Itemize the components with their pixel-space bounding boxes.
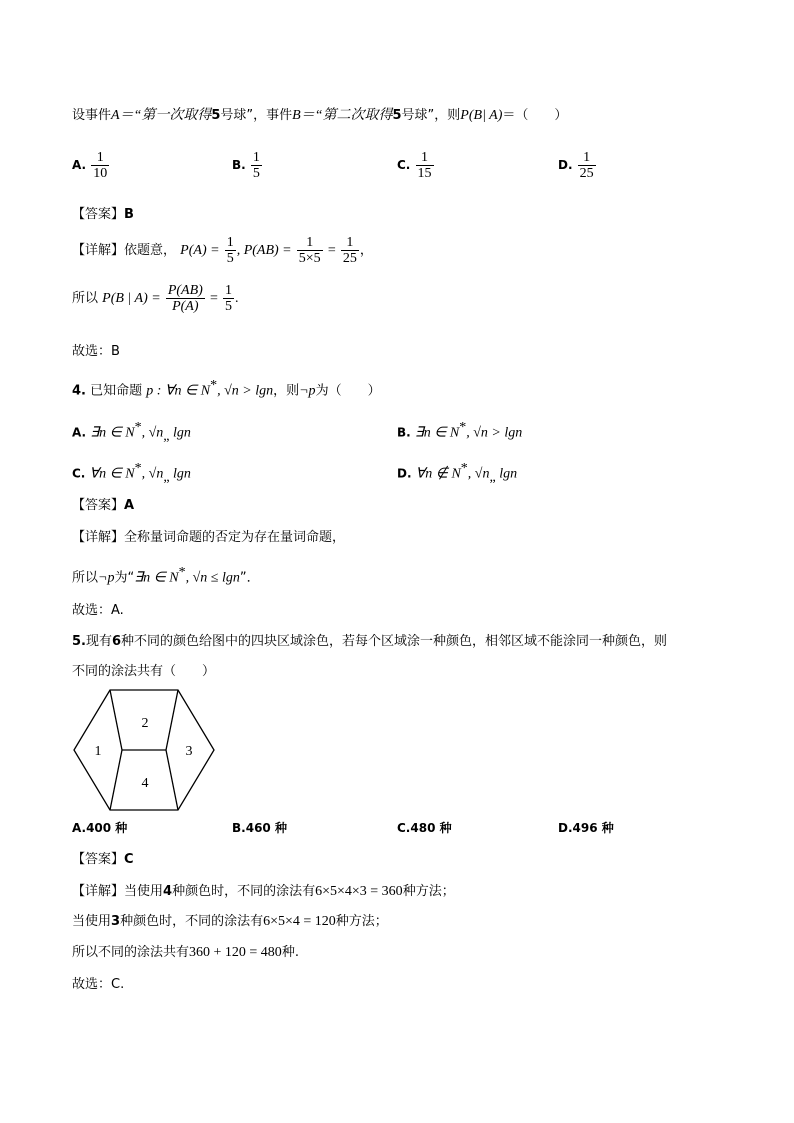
q4-choose: 故选：A. xyxy=(72,603,124,618)
q3-choose: 故选：B xyxy=(72,344,120,359)
q4-detail-line2: 所以¬p为“∃n ∈ N*, √n ≤ lgn”． xyxy=(72,565,260,586)
fraction: $\frac{1}{5}$ xyxy=(226,235,234,266)
region-1-label: 1 xyxy=(94,744,102,759)
q4-option-d: D. ∀n ∉ N*, $√n_„$ lgn xyxy=(397,461,518,485)
divider-right-top xyxy=(166,690,178,750)
q3-option-d: D. $\frac{1}{25}$ xyxy=(558,150,594,181)
q5-option-b: B.460 种 xyxy=(232,821,287,835)
q5-detail-line1: 【详解】当使用4种颜色时，不同的涂法有6×5×4×3 = 360种方法； xyxy=(72,884,455,899)
fraction: $\frac{1}{5}$ xyxy=(225,283,232,314)
divider-left-top xyxy=(110,690,122,750)
q4-option-b: B. ∃n ∈ N*, √n > lgn xyxy=(397,420,523,441)
q3-answer: 【答案】B xyxy=(72,207,134,222)
q3-detail-line1: 【详解】依题意， P(A) = $\frac{1}{5}$ , P(AB) = $\frac{1}{5\times 5}$ = $\frac{1}{25}$ ， xyxy=(72,235,373,266)
q3-detail-line2: 所以 P(B | A) = $\frac{P(AB)}{P(A)}$ = $\frac{1}{5}$ . xyxy=(72,283,239,314)
fraction: $\frac{1}{25}$ xyxy=(579,150,594,181)
q4-stem: 4. 已知命题 p : ∀n ∈ N*, √n > lgn，则¬p为（ ） xyxy=(72,378,381,399)
fraction: $\frac{1}{5}$ xyxy=(252,150,260,181)
q5-detail-line3: 所以不同的涂法共有360 + 120 = 480种. xyxy=(72,945,299,960)
q4-answer: 【答案】A xyxy=(72,498,135,513)
hexagon-figure xyxy=(70,688,218,814)
q4-option-c: C. ∀n ∈ N*, $√n_„$ lgn xyxy=(72,461,191,485)
q3-option-b: B. $\frac{1}{5}$ xyxy=(232,150,260,181)
region-3-label: 3 xyxy=(185,744,193,759)
q5-choose: 故选：C. xyxy=(72,977,125,992)
region-4-label: 4 xyxy=(141,776,149,791)
q5-option-a: A.400 种 xyxy=(72,821,128,835)
q3-option-c: C. $\frac{1}{15}$ xyxy=(397,150,432,181)
q4-detail-line1: 【详解】全称量词命题的否定为存在量词命题， xyxy=(72,530,346,545)
fraction: $\frac{P(AB)}{P(A)}$ xyxy=(167,283,203,314)
divider-right-bottom xyxy=(166,750,178,810)
fraction: $\frac{1}{15}$ xyxy=(417,150,432,181)
region-2-label: 2 xyxy=(141,716,149,731)
fraction: $\frac{1}{5\times 5}$ xyxy=(298,235,321,266)
q5-detail-line2: 当使用3种颜色时，不同的涂法有6×5×4 = 120种方法； xyxy=(72,914,388,929)
divider-left-bottom xyxy=(110,750,122,810)
fraction: $\frac{1}{25}$ xyxy=(342,235,357,266)
q3-option-a: A. $\frac{1}{10}$ xyxy=(72,150,108,181)
q5-option-d: D.496 种 xyxy=(558,821,614,835)
q5-option-c: C.480 种 xyxy=(397,821,452,835)
q4-option-a: A. ∃n ∈ N*, $√n_„$ lgn xyxy=(72,420,191,444)
fraction: $\frac{1}{10}$ xyxy=(93,150,108,181)
q5-answer: 【答案】C xyxy=(72,852,134,867)
q5-stem-line1: 5.现有6种不同的颜色给图中的四块区域涂色，若每个区域涂一种颜色，相邻区域不能涂同一种颜色，则 xyxy=(72,634,668,649)
q3-stem: 设事件A＝“第一次取得5号球”，事件B＝“第二次取得5号球”，则P(B| A)＝（ ） xyxy=(72,108,568,123)
q5-stem-line2: 不同的涂法共有（ ） xyxy=(72,664,216,679)
